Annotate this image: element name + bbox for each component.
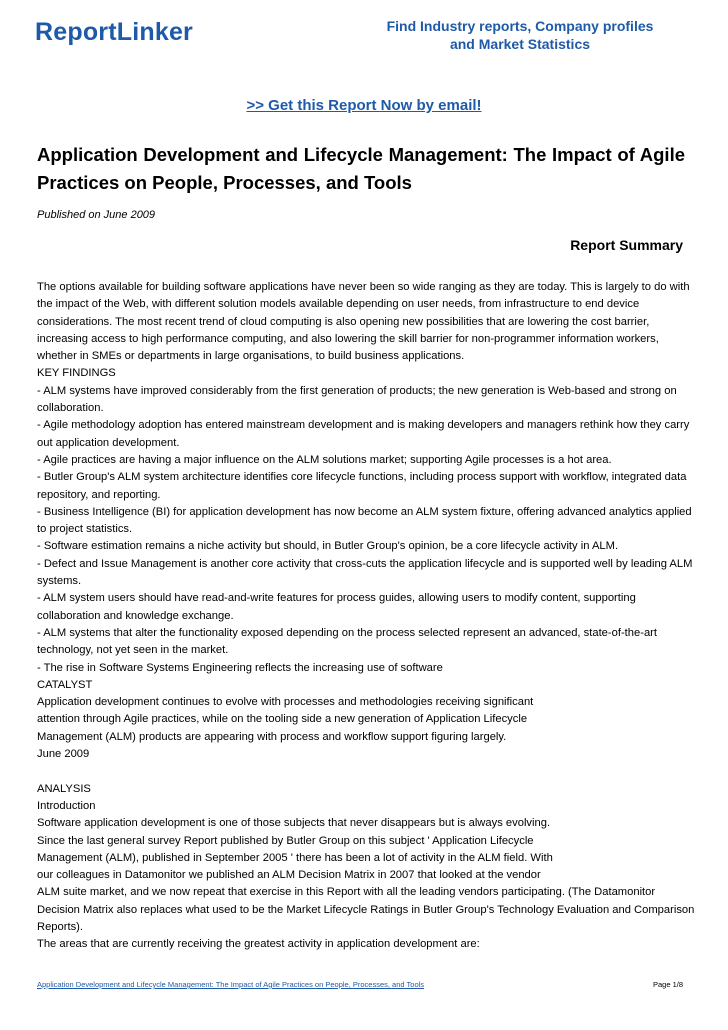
- body-line: Application development continues to evolve with processes and methodologies receiving significant: [37, 696, 534, 709]
- body-line: The options available for building software applications have never been so wide ranging as they are today. This is largely to do with: [37, 281, 690, 293]
- body-line: systems.: [37, 575, 82, 588]
- body-line: - Business Intelligence (BI) for application development has now become an ALM system fixture, offering advanced analytics applied: [37, 505, 692, 518]
- get-report-email-link[interactable]: >> Get this Report Now by email!: [246, 97, 482, 114]
- body-line: - ALM systems have improved considerably from the first generation of products; the new generation is Web-based and strong on: [37, 384, 677, 397]
- body-line: collaboration.: [37, 402, 104, 415]
- body-line: - ALM systems that alter the functionality exposed depending on the process selected represent an advanced, state-of-the-art: [37, 626, 658, 639]
- body-line: Since the last general survey Report published by Butler Group on this subject ' Application Lifecycle: [37, 834, 534, 847]
- body-line: Management (ALM), published in September 2005 ' there has been a lot of activity in the ALM field. With: [37, 851, 553, 864]
- body-line: - Agile methodology adoption has entered mainstream development and is making developers and managers rethink how they carry: [37, 419, 690, 432]
- published-date: Published on June 2009: [37, 209, 156, 221]
- report-title: Application Development and Lifecycle Management: The Impact of Agile Practices on People, Processes, and Tools: [37, 144, 685, 193]
- body-line: [37, 763, 687, 780]
- body-line: out application development.: [37, 436, 180, 449]
- body-line: attention through Agile practices, while on the tooling side a new generation of Application Lifecycle: [37, 713, 528, 726]
- tagline-line-1: Find Industry reports, Company profiles: [386, 18, 654, 34]
- body-line: CATALYST: [37, 678, 93, 691]
- report-summary-body: [37, 279, 695, 954]
- body-line: our colleagues in Datamonitor we published an ALM Decision Matrix in 2007 that looked at the vendor: [37, 869, 541, 882]
- body-line: increasing access to high performance computing, and also lowering the skill barrier for non-programmer information workers,: [37, 332, 659, 345]
- body-line: - Butler Group's ALM system architecture identifies core lifecycle functions, including process support with workflow, integrated data: [37, 471, 687, 484]
- body-line: the impact of the Web, with different solution models available depending on user needs, from infrastructure to end device: [37, 298, 640, 311]
- body-line: whether in SMEs or departments in large organisations, to build business applications.: [37, 350, 465, 363]
- body-line: ALM suite market, and we now repeat that exercise in this Report with all the leading vendors participating. (The Datamonitor: [37, 886, 656, 899]
- body-line: Decision Matrix also replaces what used to be the Market Lifecycle Ratings in Butler Group's Technology Evaluation and Comparison: [37, 903, 695, 916]
- body-line: technology, not yet seen in the market.: [37, 644, 229, 657]
- body-line: Introduction: [37, 799, 96, 812]
- site-logo[interactable]: ReportLinker: [35, 18, 193, 46]
- body-line: - Defect and Issue Management is another core activity that cross-cuts the application lifecycle and is supported well by leading ALM: [37, 557, 693, 570]
- body-line: KEY FINDINGS: [37, 367, 116, 380]
- header-tagline: [370, 17, 670, 53]
- body-line: - ALM system users should have read-and-write features for process guides, allowing users to modify content, supporting: [37, 592, 636, 605]
- report-summary-heading: Report Summary: [570, 237, 683, 253]
- body-line: - Agile practices are having a major influence on the ALM solutions market; supporting Agile processes is a hot area.: [37, 453, 612, 466]
- body-line: Reports).: [37, 920, 84, 933]
- body-line: repository, and reporting.: [37, 488, 161, 501]
- body-line: - The rise in Software Systems Engineering reflects the increasing use of software: [37, 661, 443, 674]
- footer-report-link[interactable]: Application Development and Lifecycle Management: The Impact of Agile Practices on People, Processes, and Tools: [37, 980, 425, 989]
- body-line: considerations. The most recent trend of cloud computing is also opening new possibilities that are lowering the cost barrier,: [37, 315, 650, 328]
- page-number: Page 1/8: [652, 980, 683, 989]
- body-line: June 2009: [37, 748, 90, 761]
- body-line: The areas that are currently receiving the greatest activity in application development are:: [37, 938, 480, 951]
- body-line: - Software estimation remains a niche activity but should, in Butler Group's opinion, be a core lifecycle activity in ALM.: [37, 540, 619, 553]
- tagline-line-2: and Market Statistics: [449, 36, 591, 52]
- body-line: collaboration and knowledge exchange.: [37, 609, 234, 622]
- body-line: to project statistics.: [37, 523, 133, 536]
- body-line: ANALYSIS: [37, 782, 91, 795]
- body-line: Software application development is one of those subjects that never disappears but is always evolving.: [37, 817, 551, 830]
- body-line: Management (ALM) products are appearing with process and workflow support figuring largely.: [37, 730, 507, 743]
